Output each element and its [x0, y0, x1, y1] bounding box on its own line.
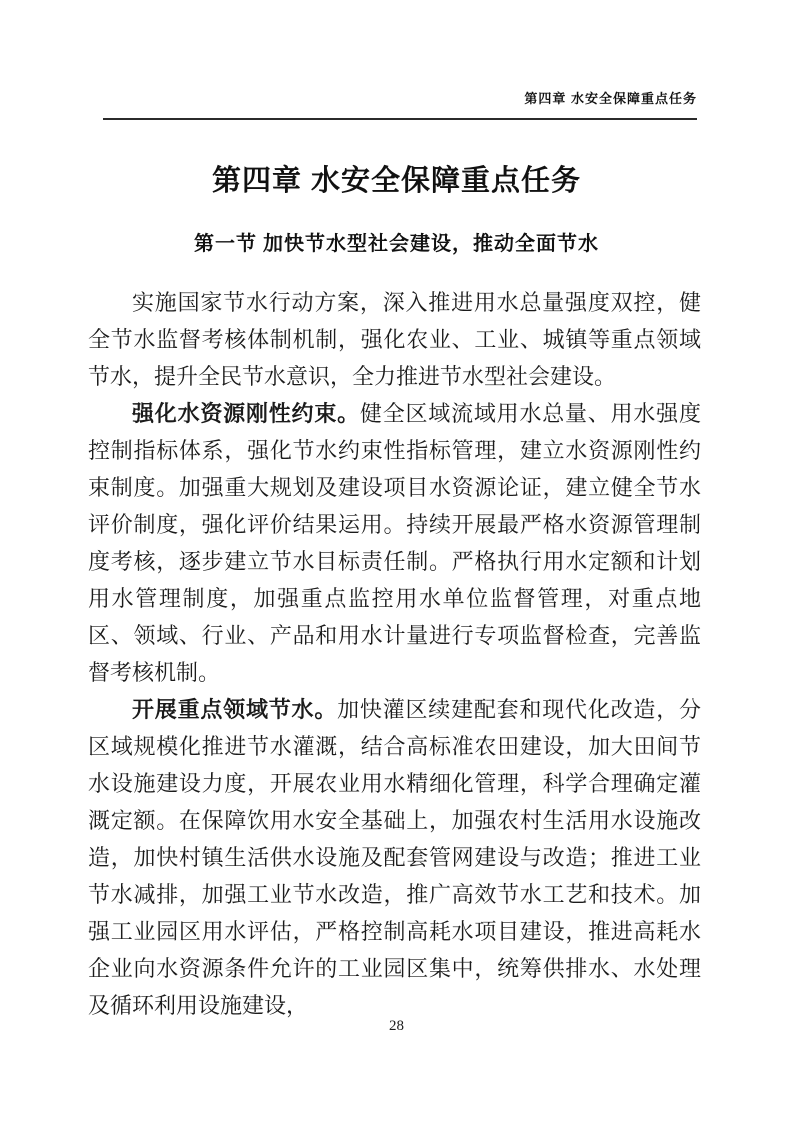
paragraph-3-text: 加快灌区续建配套和现代化改造，分区域规模化推进节水灌溉，结合高标准农田建设，加大田间节水设施建设力度，开展农业用水精细化管理，科学合理确定灌溉定额。在保障饮用水安全基础上，加强农村生活用水设施改造，加快村镇生活供水设施及配套管网建设与改造；推进工业节水减排，加强工业节水改造，推广高效节水工艺和技术。加强工业园区用水评估，严格控制高耗水项目建设，推进高耗水企业向水资源条件允许的工业园区集中，统筹供排水、水处理及循环利用设施建设， — [88, 697, 701, 1018]
paragraph-1-text: 实施国家节水行动方案，深入推进用水总量强度双控，健全节水监督考核体制机制，强化农业、工业、城镇等重点领域节水，提升全民节水意识，全力推进节水型社会建设。 — [88, 290, 701, 389]
paragraph-2-lead: 强化水资源刚性约束。 — [132, 401, 360, 426]
body-text — [88, 284, 701, 1024]
paragraph-3 — [88, 691, 701, 1024]
header-rule — [103, 118, 697, 120]
paragraph-1 — [88, 284, 701, 395]
paragraph-3-lead: 开展重点领域节水。 — [132, 697, 338, 722]
chapter-title: 第四章 水安全保障重点任务 — [211, 165, 582, 197]
running-header: 第四章 水安全保障重点任务 — [524, 91, 697, 106]
page-number: 28 — [389, 1018, 404, 1034]
section-title: 第一节 加快节水型社会建设，推动全面节水 — [194, 233, 599, 255]
paragraph-2-text: 健全区域流域用水总量、用水强度控制指标体系，强化节水约束性指标管理，建立水资源刚性约束制度。加强重大规划及建设项目水资源论证，建立健全节水评价制度，强化评价结果运用。持续开展最严格水资源管理制度考核，逐步建立节水目标责任制。严格执行用水定额和计划用水管理制度，加强重点监控用水单位监督管理，对重点地区、领域、行业、产品和用水计量进行专项监督检查，完善监督考核机制。 — [88, 401, 701, 685]
paragraph-2 — [88, 395, 701, 691]
